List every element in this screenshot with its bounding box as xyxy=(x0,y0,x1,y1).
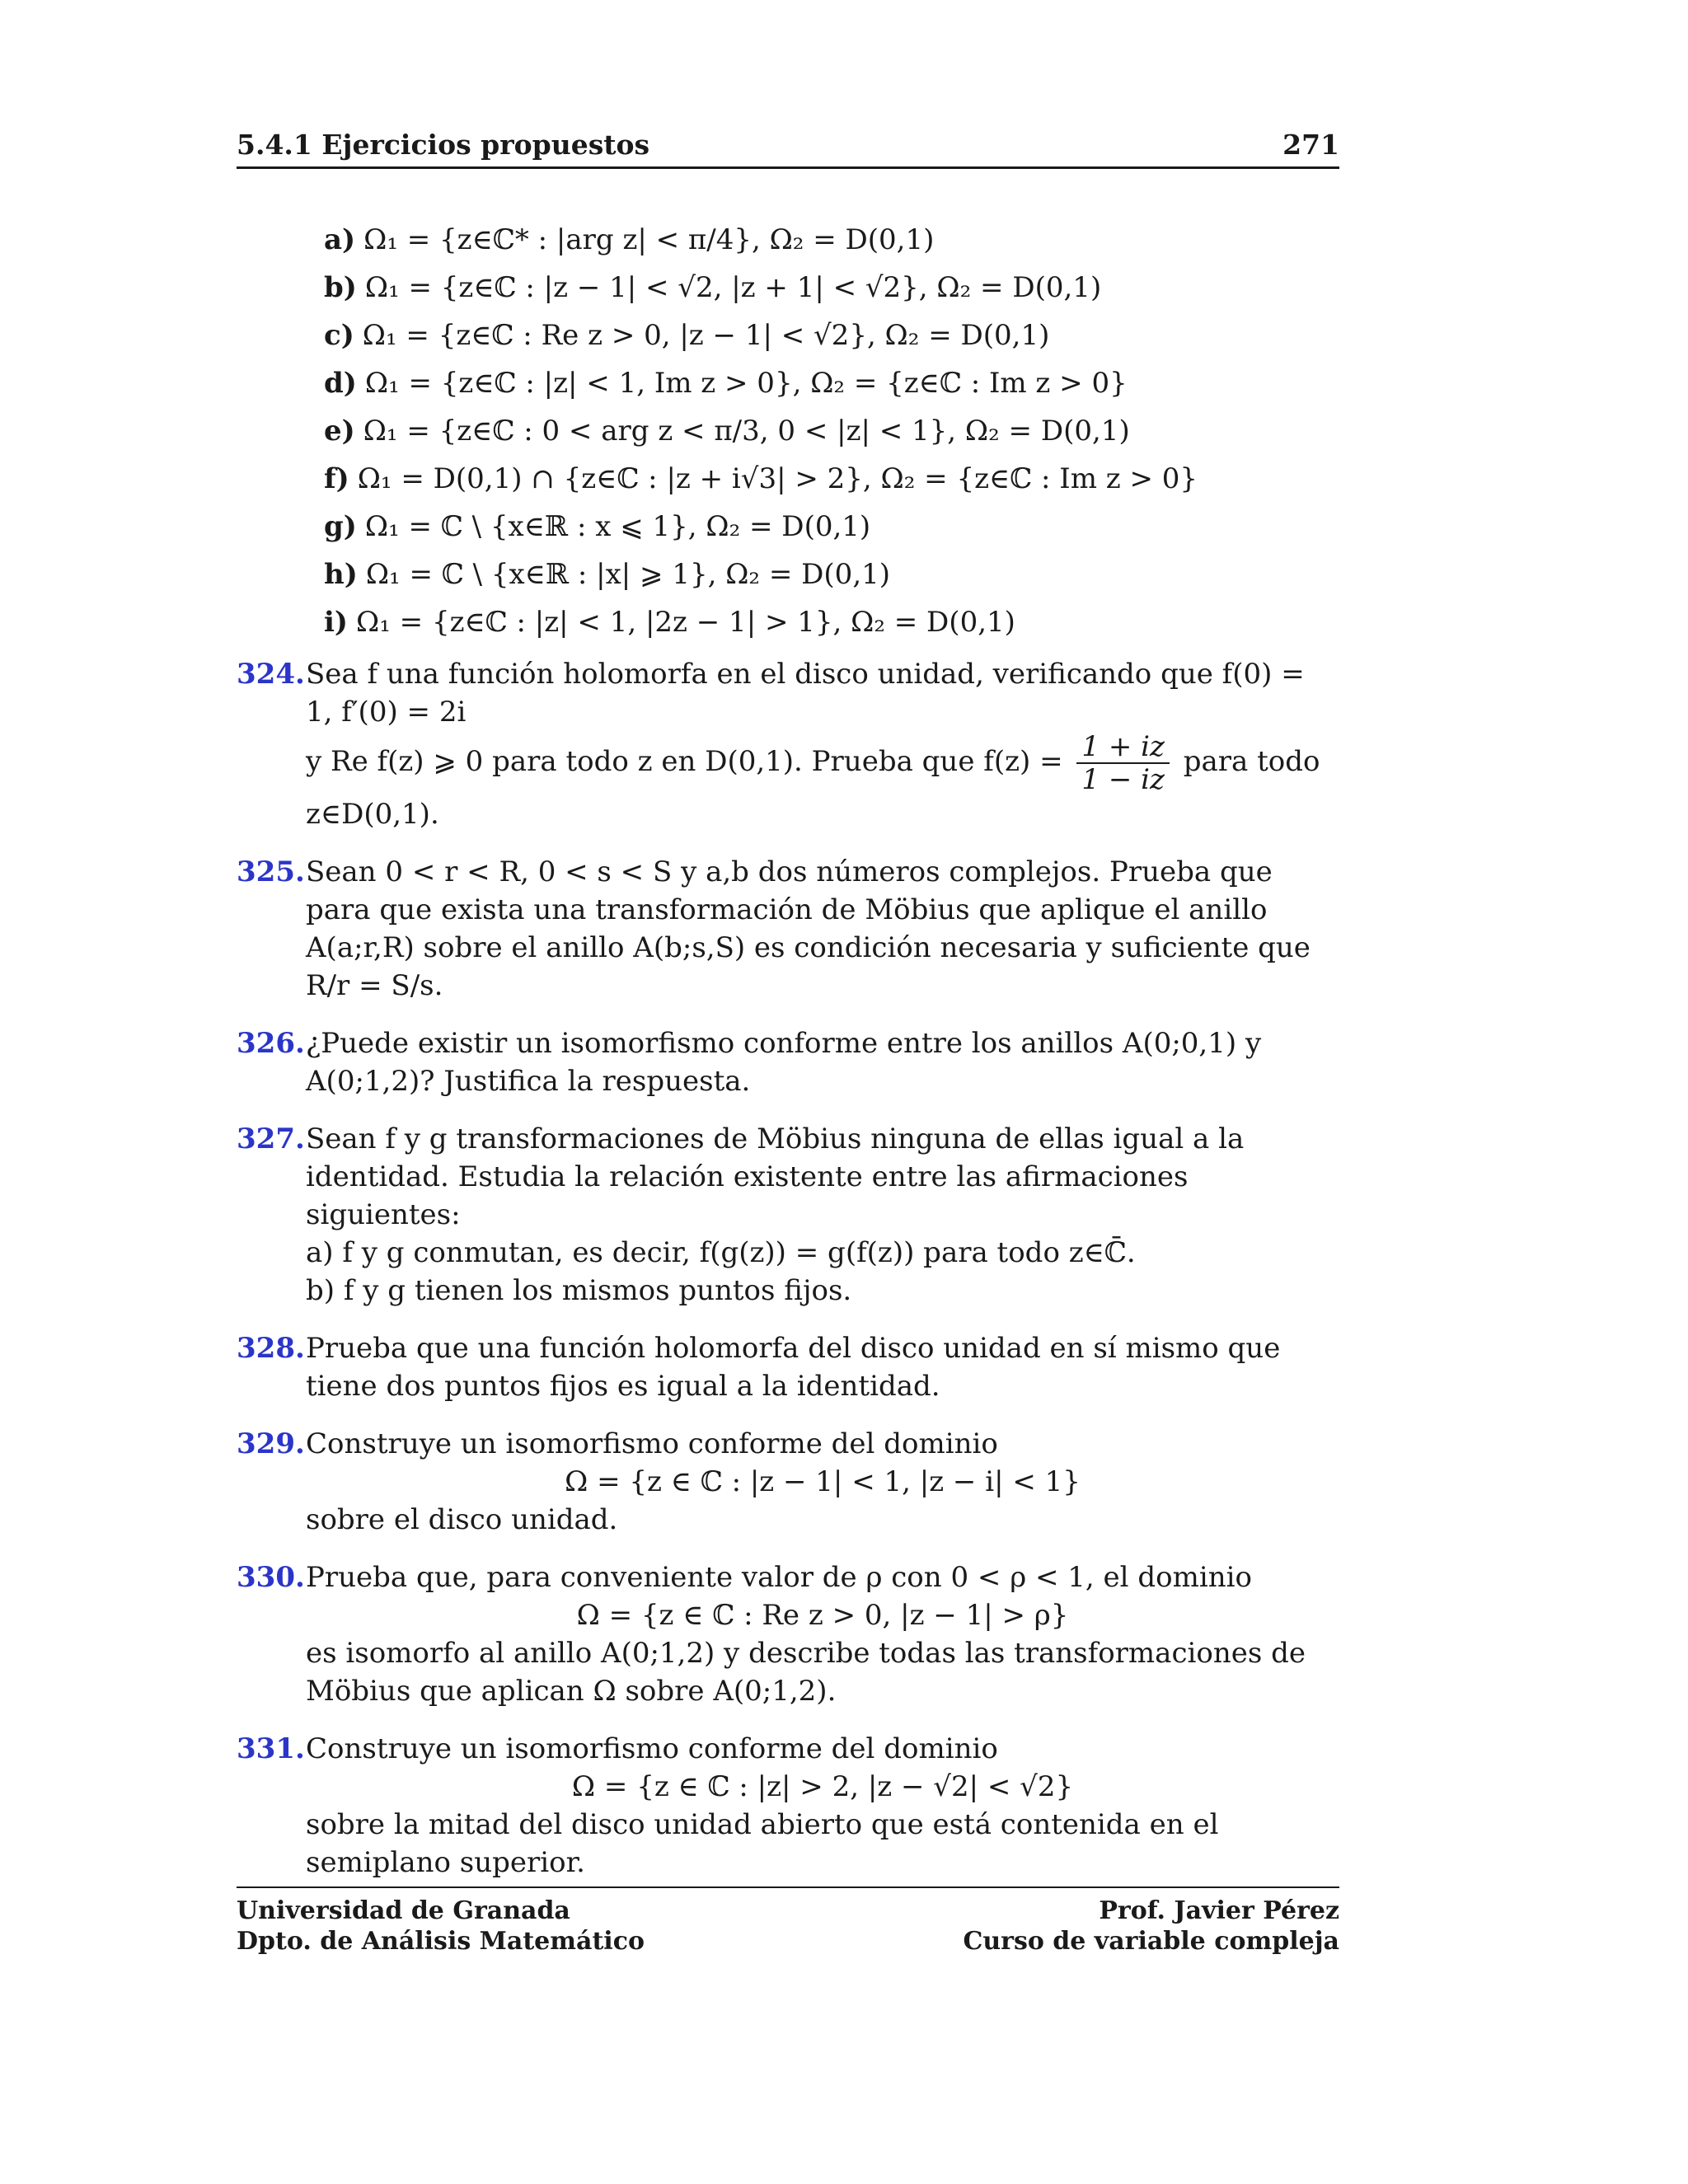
exercise-text: Sean 0 < r < R, 0 < s < S y a,b dos números complejos. Prueba que para que exista una transformación de Möbius que aplique el anillo A(a;r,R) sobre el anillo A(b;s,S) es condición necesaria y suficiente que R/r = S/s. xyxy=(306,855,1311,1002)
exercise-number: 327. xyxy=(237,1122,305,1155)
exercise-option-b: b) f y g tienen los mismos puntos fijos. xyxy=(306,1274,852,1307)
subitem-label: f) xyxy=(324,462,349,495)
subitem-text: Ω₁ = ℂ \ {x∈ℝ : x ⩽ 1}, Ω₂ = D(0,1) xyxy=(364,510,871,543)
page-number: 271 xyxy=(1282,129,1339,161)
exercise-text: Prueba que una función holomorfa del disco unidad en sí mismo que tiene dos puntos fijos es igual a la identidad. xyxy=(306,1332,1281,1403)
subitem-label: e) xyxy=(324,415,355,448)
exercise-number: 324. xyxy=(237,658,305,691)
exercise-text-line2 xyxy=(306,731,1339,833)
subitem-e xyxy=(324,407,1339,455)
footer-department: Dpto. de Análisis Matemático xyxy=(237,1927,645,1956)
exercise-text-part: y Re f(z) ⩾ 0 para todo z en D(0,1). Prueba que f(z) = xyxy=(306,745,1063,778)
subitem-label: c) xyxy=(324,319,354,352)
fraction-numerator: 1 + iz xyxy=(1076,731,1170,764)
subitem-h xyxy=(324,551,1339,598)
subitem-text: Ω₁ = {z∈ℂ : 0 < arg z < π/3, 0 < |z| < 1}, Ω₂ = D(0,1) xyxy=(363,415,1130,448)
exercise-text-after: sobre el disco unidad. xyxy=(306,1503,618,1536)
footer-left xyxy=(237,1896,645,1957)
subitem-label: d) xyxy=(324,367,357,400)
subitem-label: b) xyxy=(324,271,357,304)
footer-right xyxy=(963,1896,1339,1957)
header-rule xyxy=(237,166,1339,169)
subitem-text: Ω₁ = {z∈ℂ : Re z > 0, |z − 1| < √2}, Ω₂ = D(0,1) xyxy=(362,319,1050,352)
footer-author: Prof. Javier Pérez xyxy=(1099,1896,1339,1925)
subitem-text: Ω₁ = ℂ \ {x∈ℝ : |x| ⩾ 1}, Ω₂ = D(0,1) xyxy=(365,558,891,591)
subitem-a xyxy=(324,216,1339,264)
exercise-number: 329. xyxy=(237,1427,305,1460)
subitem-d xyxy=(324,359,1339,407)
exercise-number: 326. xyxy=(237,1027,305,1060)
subitem-i xyxy=(324,598,1339,646)
subitem-g xyxy=(324,503,1339,551)
exercise-text-after: sobre la mitad del disco unidad abierto que está contenida en el semiplano superior. xyxy=(306,1808,1219,1879)
footer-university: Universidad de Granada xyxy=(237,1896,570,1925)
exercise-text: Prueba que, para conveniente valor de ρ con 0 < ρ < 1, el dominio xyxy=(306,1561,1252,1594)
display-equation: Ω = {z ∈ ℂ : |z − 1| < 1, |z − i| < 1} xyxy=(565,1465,1081,1498)
exercise-text: ¿Puede existir un isomorfismo conforme entre los anillos A(0;0,1) y A(0;1,2)? Justifica la respuesta. xyxy=(306,1027,1262,1098)
exercise-text: Construye un isomorfismo conforme del dominio xyxy=(306,1427,998,1460)
exercise-326 xyxy=(237,1024,1339,1100)
footer-rule xyxy=(237,1886,1339,1888)
subitem-text: Ω₁ = D(0,1) ∩ {z∈ℂ : |z + i√3| > 2}, Ω₂ = {z∈ℂ : Im z > 0} xyxy=(357,462,1198,495)
subitem-text: Ω₁ = {z∈ℂ : |z − 1| < √2, |z + 1| < √2}, Ω₂ = D(0,1) xyxy=(364,271,1102,304)
footer-course: Curso de variable compleja xyxy=(963,1927,1339,1956)
exercise-text: Construye un isomorfismo conforme del dominio xyxy=(306,1732,998,1765)
exercise-324 xyxy=(237,655,1339,833)
exercise-number: 330. xyxy=(237,1561,305,1594)
subitem-list xyxy=(324,216,1339,646)
exercise-328 xyxy=(237,1329,1339,1405)
page-header xyxy=(237,129,1339,161)
exercise-number: 328. xyxy=(237,1332,305,1365)
exercise-number: 325. xyxy=(237,855,305,888)
exercise-text-after: es isomorfo al anillo A(0;1,2) y describe todas las transformaciones de Möbius que aplican Ω sobre A(0;1,2). xyxy=(306,1637,1306,1708)
subitem-c xyxy=(324,312,1339,359)
subitem-text: Ω₁ = {z∈ℂ : |z| < 1, Im z > 0}, Ω₂ = {z∈ℂ : Im z > 0} xyxy=(364,367,1128,400)
exercise-option-a: a) f y g conmutan, es decir, f(g(z)) = g(f(z)) para todo z∈ℂ̄. xyxy=(306,1236,1136,1269)
exercise-329 xyxy=(237,1425,1339,1539)
subitem-b xyxy=(324,264,1339,312)
subitem-text: Ω₁ = {z∈ℂ : |z| < 1, |2z − 1| > 1}, Ω₂ = D(0,1) xyxy=(356,606,1015,639)
exercise-330 xyxy=(237,1558,1339,1710)
section-title: 5.4.1 Ejercicios propuestos xyxy=(237,129,650,161)
display-equation: Ω = {z ∈ ℂ : |z| > 2, |z − √2| < √2} xyxy=(571,1770,1074,1803)
subitem-label: i) xyxy=(324,606,349,639)
exercise-list xyxy=(237,655,1339,1901)
subitem-f xyxy=(324,455,1339,503)
subitem-label: a) xyxy=(324,223,356,256)
subitem-label: h) xyxy=(324,558,358,591)
subitem-text: Ω₁ = {z∈ℂ* : |arg z| < π/4}, Ω₂ = D(0,1) xyxy=(363,223,935,256)
exercise-text: Sea f una función holomorfa en el disco unidad, verificando que f(0) = 1, f′(0) = 2i xyxy=(306,658,1305,729)
exercise-327 xyxy=(237,1120,1339,1310)
exercise-text-part: para todo z∈D(0,1). xyxy=(306,745,1320,831)
display-equation: Ω = {z ∈ ℂ : Re z > 0, |z − 1| > ρ} xyxy=(576,1599,1069,1632)
exercise-325 xyxy=(237,853,1339,1005)
exercise-331 xyxy=(237,1730,1339,1882)
page-footer xyxy=(237,1896,1339,1957)
fraction xyxy=(1076,731,1170,795)
subitem-label: g) xyxy=(324,510,357,543)
exercise-text: Sean f y g transformaciones de Möbius ninguna de ellas igual a la identidad. Estudia la relación existente entre las afirmaciones siguientes: xyxy=(306,1122,1245,1231)
fraction-denominator: 1 − iz xyxy=(1081,763,1165,796)
exercise-number: 331. xyxy=(237,1732,305,1765)
